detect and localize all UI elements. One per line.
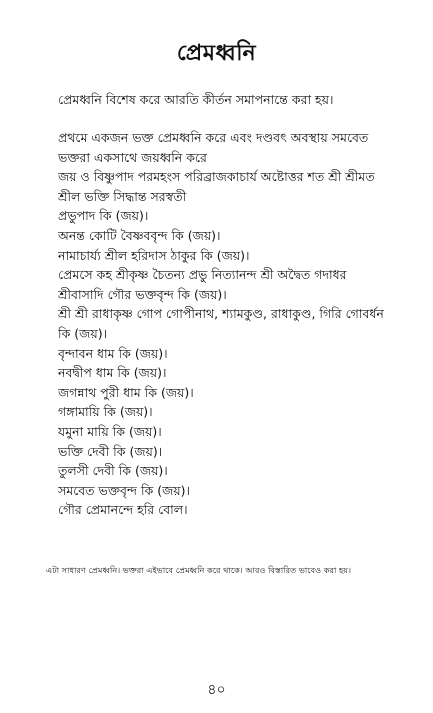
line-13: নবদ্বীপ ধাম কি (জয়)। xyxy=(58,365,167,381)
page-title: প্রেমধ্বনি xyxy=(176,41,257,66)
line-19: সমবেত ভক্তবৃন্দ কি (জয়)। xyxy=(58,482,191,498)
intro-paragraph: প্রেমধ্বনি বিশেষ করে আরতি কীর্তন সমাপনান্তে করা হয়। xyxy=(58,92,334,107)
page-number: ৪০ xyxy=(207,682,226,698)
line-15: গঙ্গামায়ি কি (জয়)। xyxy=(58,404,153,420)
line-6: অনন্ত কোটি বৈষ্ণববৃন্দ কি (জয়)। xyxy=(58,227,221,243)
line-16: যমুনা মায়ি কি (জয়)। xyxy=(58,423,162,439)
line-18: তুলসী দেবী কি (জয়)। xyxy=(58,463,168,479)
line-4: শ্রীল ভক্তি সিদ্ধান্ত সরস্বতী xyxy=(58,188,187,204)
line-5: প্রভুপাদ কি (জয়)। xyxy=(58,208,149,224)
line-14: জগন্নাথ পুরী ধাম কি (জয়)। xyxy=(58,384,194,400)
line-7: নামাচার্য্য শ্রীল হরিদাস ঠাকুর কি (জয়)। xyxy=(58,247,250,263)
line-17: ভক্তি দেবী কি (জয়)। xyxy=(58,443,163,459)
line-12: বৃন্দাবন ধাম কি (জয়)। xyxy=(58,345,168,361)
line-10: শ্রী শ্রী রাধাকৃষ্ণ গোপ গোপীনাথ, শ্যামকুণ্ড, রাধাকুণ্ড, গিরি গোবর্ধন xyxy=(58,306,384,322)
footnote: এটা সাধারণ প্রেমধ্বনি। ভক্তরা এইভাবে প্রেমধ্বনি করে থাকে। আরও বিস্তারিত ভাবেও করা হয়। xyxy=(46,565,352,575)
line-2: ভক্তরা একসাথে জয়ধ্বনি করে xyxy=(58,149,207,165)
line-9: শ্রীবাসাদি গৌর ভক্তবৃন্দ কি (জয়)। xyxy=(58,286,227,302)
line-3: জয় ও বিষ্ণুপাদ পরমহংস পরিব্রাজকাচার্য অষ্টোত্তর শত শ্রী শ্রীমত xyxy=(58,169,375,185)
line-11: কি (জয়)। xyxy=(58,325,108,341)
line-8: প্রেমসে কহ শ্রীকৃষ্ণ চৈতন্য প্রভু নিত্যানন্দ শ্রী অদ্বৈত গদাধর xyxy=(58,267,347,283)
line-1: প্রথমে একজন ভক্ত প্রেমধ্বনি করে এবং দণ্ডবৎ অবস্থায় সমবেত xyxy=(58,130,369,145)
line-20: গৌর প্রেমানন্দে হরি বোল। xyxy=(58,502,188,518)
premadhvani-lines xyxy=(58,128,420,520)
